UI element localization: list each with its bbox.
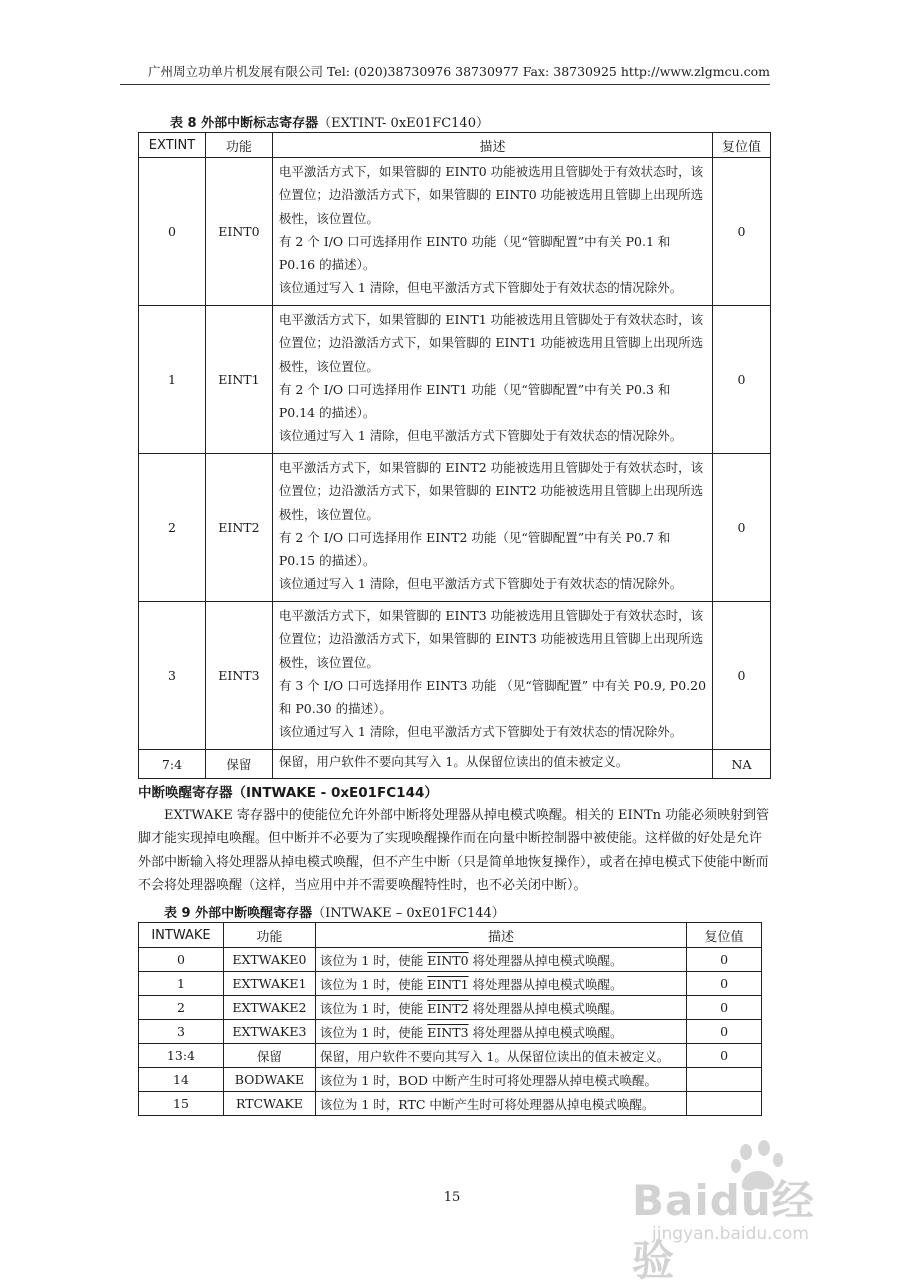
header-cell: INTWAKE xyxy=(139,923,224,948)
desc-suffix: 将处理器从掉电模式唤醒。 xyxy=(468,1000,623,1016)
function-cell: EINT1 xyxy=(205,306,272,454)
desc-suffix: 将处理器从掉电模式唤醒。 xyxy=(468,1024,623,1040)
bit-cell: 2 xyxy=(139,996,224,1020)
table-header-row xyxy=(139,133,771,158)
pin-name: EINT2 xyxy=(427,1000,469,1016)
description-cell: 电平激活方式下，如果管脚的 EINT3 功能被选用且管脚处于有效状态时，该位置位；边沿激活方式下，如果管脚的 EINT3 功能被选用且管脚上出现所选极性，该位置位。 有 3 个 I/O 口可选择用作 EINT3 功能 （见“管脚配置” 中有关 P0.9, P0.20 和 P0.30 的描述）。 该位通过写入 1 清除，但电平激活方式下管脚处于有效状态的情况除外。 xyxy=(272,602,712,750)
watermark-url: jingyan.baidu.com xyxy=(652,1224,809,1244)
section-title: 中断唤醒寄存器（INTWAKE - 0xE01FC144） xyxy=(138,785,438,801)
reset-cell: 0 xyxy=(687,972,762,996)
description-cell xyxy=(315,972,686,996)
table-row xyxy=(139,602,771,750)
header-cell: 功能 xyxy=(223,923,315,948)
bit-cell: 1 xyxy=(139,972,224,996)
table8-caption xyxy=(170,112,489,131)
desc-prefix: 该位为 1 时，使能 xyxy=(319,952,428,968)
table8-caption-register: （EXTINT- 0xE01FC140） xyxy=(318,116,489,131)
table-row xyxy=(139,158,771,306)
desc-prefix: 该位为 1 时，使能 xyxy=(319,1000,428,1016)
desc-prefix: 该位为 1 时，使能 xyxy=(319,1024,428,1040)
bit-cell: 2 xyxy=(139,454,206,602)
bit-cell: 3 xyxy=(139,1020,224,1044)
function-cell: EINT2 xyxy=(205,454,272,602)
pin-name: EINT0 xyxy=(427,952,469,968)
function-cell: EXTWAKE0 xyxy=(223,948,315,972)
function-cell: EINT0 xyxy=(205,158,272,306)
pin-name: EINT3 xyxy=(427,1024,469,1040)
bit-cell: 13:4 xyxy=(139,1044,224,1068)
function-cell: EXTWAKE2 xyxy=(223,996,315,1020)
bit-cell: 3 xyxy=(139,602,206,750)
table-row xyxy=(139,454,771,602)
function-cell: EXTWAKE1 xyxy=(223,972,315,996)
bit-cell: 0 xyxy=(139,158,206,306)
watermark-logo: Baidu经验 xyxy=(632,1176,815,1285)
page-header: 广州周立功单片机发展有限公司 Tel: (020)38730976 38730977 Fax: 38730925 http://www.zlgmcu.com xyxy=(120,62,770,85)
reset-cell: 0 xyxy=(687,948,762,972)
table-row xyxy=(139,750,771,779)
description-cell: 电平激活方式下，如果管脚的 EINT2 功能被选用且管脚处于有效状态时，该位置位；边沿激活方式下，如果管脚的 EINT2 功能被选用且管脚上出现所选极性，该位置位。 有 2 个 I/O 口可选择用作 EINT2 功能（见“管脚配置”中有关 P0.7 和 P0.15 的描述）。 该位通过写入 1 清除，但电平激活方式下管脚处于有效状态的情况除外。 xyxy=(272,454,712,602)
reset-cell xyxy=(687,1068,762,1092)
description-cell: 保留，用户软件不要向其写入 1。从保留位读出的值未被定义。 xyxy=(315,1044,686,1068)
desc-suffix: 将处理器从掉电模式唤醒。 xyxy=(468,976,623,992)
reset-cell: 0 xyxy=(713,454,771,602)
description-cell: 电平激活方式下，如果管脚的 EINT1 功能被选用且管脚处于有效状态时，该位置位；边沿激活方式下，如果管脚的 EINT1 功能被选用且管脚上出现所选极性，该位置位。 有 2 个 I/O 口可选择用作 EINT1 功能（见“管脚配置”中有关 P0.3 和 P0.14 的描述）。 该位通过写入 1 清除，但电平激活方式下管脚处于有效状态的情况除外。 xyxy=(272,306,712,454)
description-cell: 该位为 1 时，RTC 中断产生时可将处理器从掉电模式唤醒。 xyxy=(315,1092,686,1116)
page-number: 15 xyxy=(443,1190,461,1205)
desc-suffix: 将处理器从掉电模式唤醒。 xyxy=(468,952,623,968)
function-cell: EINT3 xyxy=(205,602,272,750)
watermark xyxy=(632,1138,842,1285)
reset-cell: 0 xyxy=(713,602,771,750)
reset-cell: 0 xyxy=(713,306,771,454)
reset-cell: 0 xyxy=(687,1044,762,1068)
table9-caption xyxy=(164,902,505,921)
bit-cell: 0 xyxy=(139,948,224,972)
bit-cell: 14 xyxy=(139,1068,224,1092)
header-cell: EXTINT xyxy=(139,133,206,158)
table8-caption-title: 表 8 外部中断标志寄存器 xyxy=(170,116,319,131)
table-row xyxy=(139,972,762,996)
table-row xyxy=(139,1020,762,1044)
table-row xyxy=(139,1068,762,1092)
bit-cell: 15 xyxy=(139,1092,224,1116)
desc-prefix: 该位为 1 时，使能 xyxy=(319,976,428,992)
table-row xyxy=(139,1092,762,1116)
table9-caption-title: 表 9 外部中断唤醒寄存器 xyxy=(164,906,313,921)
description-cell: 保留，用户软件不要向其写入 1。从保留位读出的值未被定义。 xyxy=(272,750,712,779)
table-row xyxy=(139,1044,762,1068)
intwake-table xyxy=(138,922,762,1116)
reset-cell: NA xyxy=(713,750,771,779)
reset-cell: 0 xyxy=(687,996,762,1020)
reset-cell xyxy=(687,1092,762,1116)
header-cell: 描述 xyxy=(315,923,686,948)
table9-caption-register: （INTWAKE – 0xE01FC144） xyxy=(312,906,505,921)
header-cell: 复位值 xyxy=(713,133,771,158)
description-cell xyxy=(315,1020,686,1044)
function-cell: EXTWAKE3 xyxy=(223,1020,315,1044)
table-header-row xyxy=(139,923,762,948)
description-cell xyxy=(315,948,686,972)
description-cell xyxy=(315,996,686,1020)
table-row xyxy=(139,948,762,972)
description-cell: 该位为 1 时，BOD 中断产生时可将处理器从掉电模式唤醒。 xyxy=(315,1068,686,1092)
table-row xyxy=(139,996,762,1020)
function-cell: RTCWAKE xyxy=(223,1092,315,1116)
section-paragraph: EXTWAKE 寄存器中的使能位允许外部中断将处理器从掉电模式唤醒。相关的 EINTn 功能必须映射到管脚才能实现掉电唤醒。但中断并不必要为了实现唤醒操作而在向量中断控制器中被使能。这样做的好处是允许外部中断输入将处理器从掉电模式唤醒，但不产生中断（只是简单地恢复操作），或者在掉电模式下使能中断而不会将处理器唤醒（这样，当应用中并不需要唤醒特性时，也不必关闭中断）。 xyxy=(138,808,770,894)
reset-cell: 0 xyxy=(687,1020,762,1044)
function-cell: BODWAKE xyxy=(223,1068,315,1092)
reset-cell: 0 xyxy=(713,158,771,306)
header-cell: 描述 xyxy=(272,133,712,158)
function-cell: 保留 xyxy=(223,1044,315,1068)
description-cell: 电平激活方式下，如果管脚的 EINT0 功能被选用且管脚处于有效状态时，该位置位；边沿激活方式下，如果管脚的 EINT0 功能被选用且管脚上出现所选极性，该位置位。 有 2 个 I/O 口可选择用作 EINT0 功能（见“管脚配置”中有关 P0.1 和 P0.16 的描述）。 该位通过写入 1 清除，但电平激活方式下管脚处于有效状态的情况除外。 xyxy=(272,158,712,306)
function-cell: 保留 xyxy=(205,750,272,779)
table-row xyxy=(139,306,771,454)
bit-cell: 1 xyxy=(139,306,206,454)
header-cell: 复位值 xyxy=(687,923,762,948)
extint-table xyxy=(138,132,771,779)
bit-cell: 7:4 xyxy=(139,750,206,779)
header-cell: 功能 xyxy=(205,133,272,158)
pin-name: EINT1 xyxy=(427,976,469,992)
